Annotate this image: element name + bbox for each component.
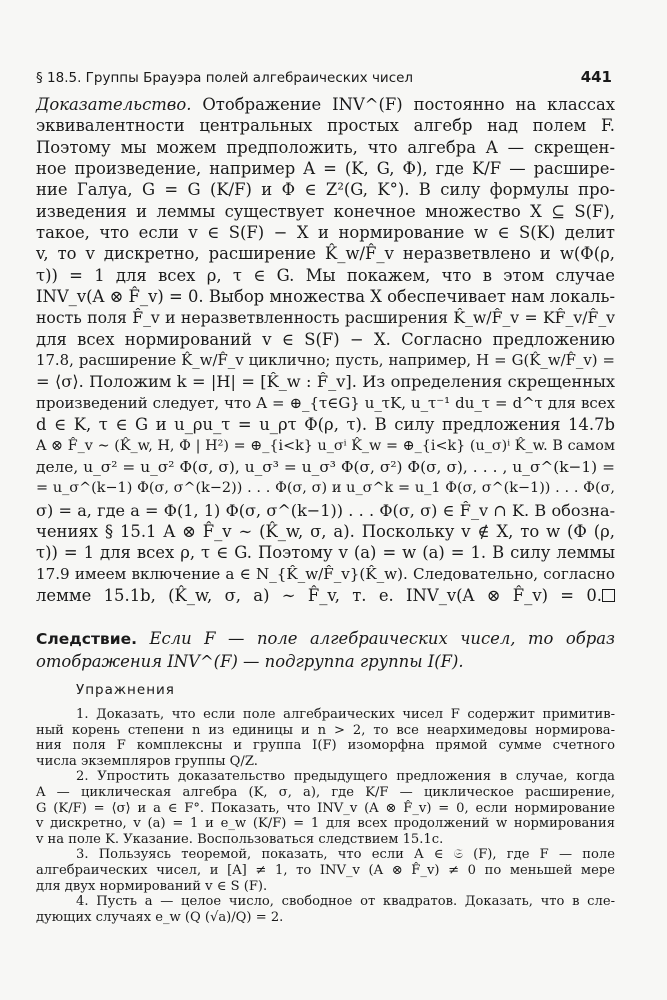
corollary-line: Следствие. Если F — поле алгебраических чисел, то образ	[36, 629, 615, 648]
proof-line: d ∈ K, τ ∈ G и u_ρu_τ = u_ρτ Φ(ρ, τ). В силу предложения 14.7b	[36, 415, 615, 435]
running-head: § 18.5. Группы Брауэра полей алгебраических чисел	[36, 70, 414, 86]
exercise-line: алгебраических чисел, и [A] ≠ 1, то INV_v (A ⊗ F̂_v) ≠ 0 по меньшей мере	[36, 862, 615, 878]
proof-line: σ) = a, где a = Φ(1, 1) Φ(σ, σ^(k−1)) . . . Φ(σ, σ) ∈ F̂_v ∩ K. В обозна-	[36, 500, 615, 520]
corollary-label: Следствие.	[36, 630, 137, 648]
exercise-line: v дискретно, v (a) = 1 и e_w (K/F) = 1 для всех продолжений w нормирования	[36, 816, 615, 832]
running-header	[36, 68, 612, 86]
proof-line: ность поля F̂_v и неразветвленность расширения K̂_w/F̂_v = KF̂_v/F̂_v	[36, 308, 615, 328]
proof-line: такое, что если v ∈ S(F) − X и нормирование w ∈ S(K) делит	[36, 223, 615, 243]
proof-line: ное произведение, например A = (K, G, Φ), где K/F — расшире-	[36, 159, 615, 179]
proof-line: Доказательство. Отображение INV^(F) постоянно на классах	[36, 95, 615, 114]
exercise-line: A — циклическая алгебра (K, σ, a), где K/F — циклическое расширение,	[36, 784, 615, 800]
proof-line: эквивалентности центральных простых алгебр над полем F.	[36, 116, 615, 136]
exercise-line: 4. Пусть a — целое число, свободное от квадратов. Доказать, что в сле-	[76, 894, 615, 910]
corollary-line: отображения INV^(F) — подгруппа группы I(F).	[36, 651, 464, 671]
proof-line: деле, u_σ² = u_σ² Φ(σ, σ), u_σ³ = u_σ³ Φ(σ, σ²) Φ(σ, σ), . . . , u_σ^(k−1) =	[36, 457, 615, 476]
proof-line: τ)) = 1 для всех ρ, τ ∈ G. Поэтому v (a) = w (a) = 1. В силу леммы	[36, 543, 615, 563]
proof-line: ние Галуа, G = G (K/F) и Φ ∈ Z²(G, K°). В силу формулы про-	[36, 180, 615, 200]
exercise-line: 3. Пользуясь теоремой, показать, что если A ∈ 𝔖 (F), где F — поле	[76, 847, 615, 863]
exercise-line: 1. Доказать, что если поле алгебраических чисел F содержит примитив-	[76, 707, 615, 722]
proof-line: произведений следует, что A = ⊕_{τ∈G} u_τK, u_τ⁻¹ du_τ = d^τ для всех	[36, 393, 615, 412]
proof-lead: Доказательство.	[36, 95, 192, 114]
proof-line: τ)) = 1 для всех ρ, τ ∈ G. Мы покажем, что в этом случае	[36, 265, 615, 285]
exercise-line: числа экземпляров группы Q/Z.	[36, 753, 258, 769]
page-number: 441	[580, 68, 612, 86]
exercise-line: ния поля F комплексны и группа I(F) изоморфна прямой сумме счетного	[36, 738, 615, 754]
proof-line: изведения и леммы существует конечное множество X ⊆ S(F),	[36, 201, 615, 221]
proof-line: 17.9 имеем включение a ∈ N_{K̂_w/F̂_v}(K̂_w). Следовательно, согласно	[36, 564, 615, 583]
proof-line-last: лемме 15.1b, (K̂_w, σ, a) ∼ F̂_v, т. е. INV_v(A ⊗ F̂_v) = 0.	[36, 585, 615, 606]
qed-box	[602, 589, 615, 602]
exercise-line: ный корень степени n из единицы и n > 2, то все неархимедовы нормирова-	[36, 722, 615, 738]
exercise-line: 2. Упростить доказательство предыдущего предложения в случае, когда	[76, 769, 615, 785]
exercise-line: G (K/F) = ⟨σ⟩ и a ∈ F°. Показать, что INV_v (A ⊗ F̂_v) = 0, если нормирование	[36, 800, 615, 816]
exercise-line: дующих случаях e_w (Q (√a)/Q) = 2.	[36, 909, 284, 925]
exercises-title: Упражнения	[76, 682, 175, 698]
exercise-line: v на поле K. Указание. Воспользоваться следствием 15.1c.	[36, 831, 444, 847]
corollary-block	[36, 628, 615, 672]
proof-line: v, то v дискретно, расширение K̂_w/F̂_v неразветвлено и w(Φ(ρ,	[36, 244, 615, 264]
proof-line: чениях § 15.1 A ⊗ F̂_v ∼ (K̂_w, σ, a). Поскольку v ∉ X, то w (Φ (ρ,	[36, 521, 615, 541]
proof-line: INV_v(A ⊗ F̂_v) = 0. Выбор множества X обеспечивает нам локаль-	[36, 287, 615, 307]
proof-line: 17.8, расширение K̂_w/F̂_v циклично; пусть, например, H = G(K̂_w/F̂_v) =	[36, 351, 615, 370]
exercises-block	[36, 707, 615, 925]
proof-block	[36, 94, 615, 606]
proof-line: для всех нормирований v ∈ S(F) − X. Согласно предложению	[36, 329, 615, 349]
proof-line: = ⟨σ⟩. Положим k = |H| = [K̂_w : F̂_v]. Из определения скрещенных	[36, 372, 615, 392]
proof-line: A ⊗ F̂_v ∼ (K̂_w, H, Φ | H²) = ⊕_{i<k} u_σⁱ K̂_w = ⊕_{i<k} (u_σ)ⁱ K̂_w. В самом	[36, 437, 615, 454]
proof-line: = u_σ^(k−1) Φ(σ, σ^(k−2)) . . . Φ(σ, σ) и u_σ^k = u_1 Φ(σ, σ^(k−1)) . . . Φ(σ,	[36, 480, 615, 497]
proof-line: Поэтому мы можем предположить, что алгебра A — скрещен-	[36, 137, 615, 157]
exercise-line: для двух нормирований v ∈ S (F).	[36, 878, 268, 894]
